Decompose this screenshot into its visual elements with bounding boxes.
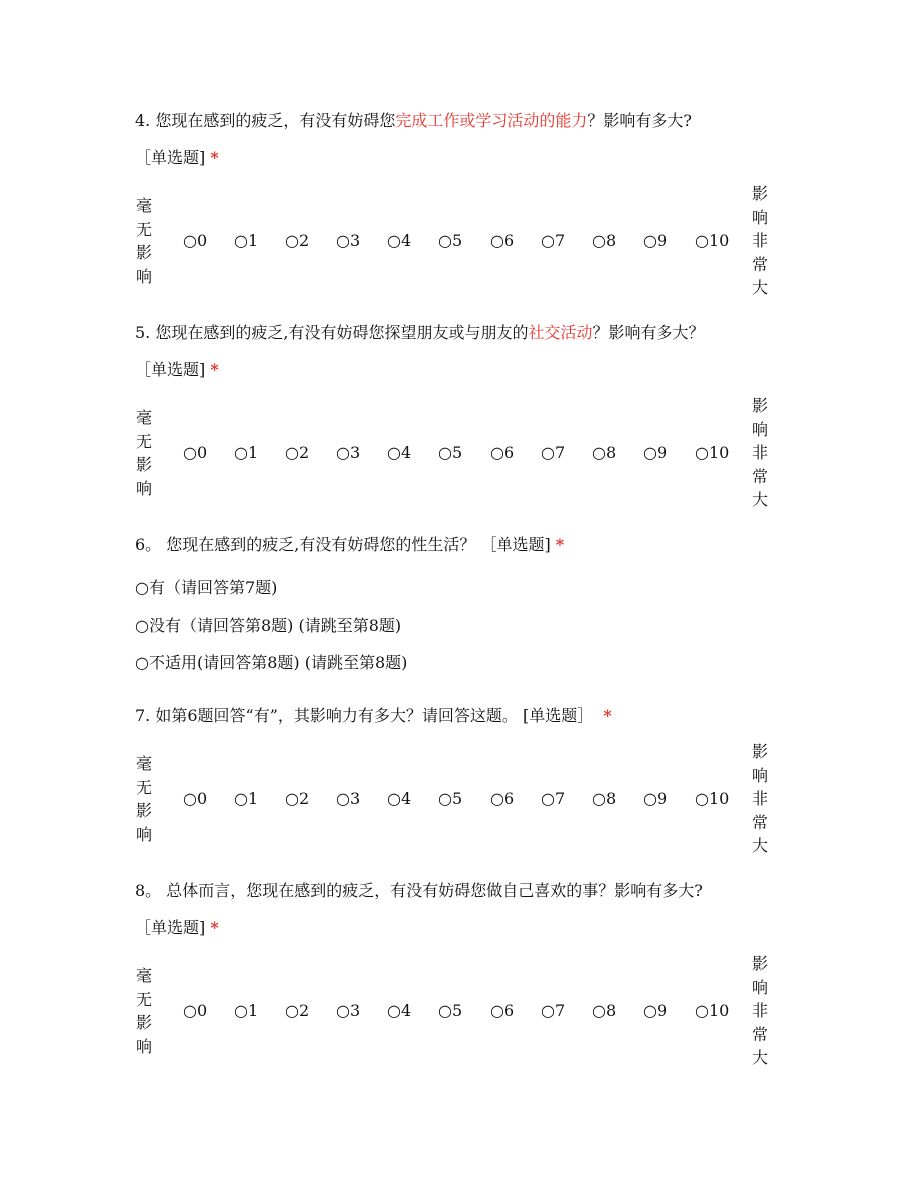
q5-left-char: 无: [135, 431, 152, 451]
q4-type: [135, 146, 219, 170]
q7-option-6[interactable]: ○6: [490, 789, 515, 808]
q4-left-char: 影: [135, 243, 152, 262]
q4-suffix: ？影响有多大?: [587, 111, 692, 130]
q8-title: [135, 879, 703, 903]
q8-text: 8。 总体而言，您现在感到的疲乏，有没有妨碍您做自己喜欢的事？影响有多大?: [135, 881, 703, 900]
q7-right-char: 大: [751, 836, 768, 855]
q7-option-10[interactable]: ○10: [695, 789, 730, 808]
q4-highlight: 完成工作或学习活动的能力: [395, 111, 588, 130]
q8-right-char: 大: [751, 1048, 768, 1067]
q8-left-char: 响: [135, 1036, 152, 1056]
q7-option-8[interactable]: ○8: [592, 789, 617, 808]
q5-type-label: ［单选题]: [135, 360, 206, 379]
q7-text: 7. 如第6题回答“有”，其影响力有多大？请回答这题。 [单选题］: [135, 706, 594, 725]
q5-required-mark: *: [210, 360, 219, 379]
q5-option-4[interactable]: ○4: [387, 443, 412, 462]
q8-option-0[interactable]: ○0: [183, 1001, 208, 1020]
q4-left-char: 毫: [135, 196, 152, 215]
q7-left-char: 毫: [135, 754, 152, 773]
q8-option-10[interactable]: ○10: [695, 1001, 730, 1020]
q5-option-0[interactable]: ○0: [183, 443, 208, 462]
q5-option-3[interactable]: ○3: [336, 443, 361, 462]
q4-title: [135, 109, 692, 133]
q7-left-char: 响: [135, 824, 152, 844]
q7-right-label: [748, 740, 772, 858]
q4-option-8[interactable]: ○8: [592, 231, 617, 250]
q6-title: [135, 533, 564, 557]
q5-option-9[interactable]: ○9: [643, 443, 668, 462]
q8-type-label: ［单选题]: [135, 918, 206, 937]
q6-option-yes[interactable]: ○有（请回答第7题): [135, 578, 278, 597]
q4-option-7[interactable]: ○7: [541, 231, 566, 250]
q4-option-6[interactable]: ○6: [490, 231, 515, 250]
q7-option-9[interactable]: ○9: [643, 789, 668, 808]
q5-option-1[interactable]: ○1: [234, 443, 259, 462]
q6-text: 6。 您现在感到的疲乏,有没有妨碍您的性生活？ ［单选题]: [135, 535, 551, 554]
q5-right-char: 影: [751, 396, 768, 415]
q8-left-char: 无: [135, 989, 152, 1009]
q5-option-6[interactable]: ○6: [490, 443, 515, 462]
q5-right-char: 非: [751, 443, 768, 462]
q7-left-label: [132, 752, 156, 846]
q8-option-5[interactable]: ○5: [438, 1001, 463, 1020]
q8-right-label: [748, 952, 772, 1070]
q7-option-3[interactable]: ○3: [336, 789, 361, 808]
q7-right-char: 响: [751, 765, 768, 785]
q4-option-1[interactable]: ○1: [234, 231, 259, 250]
q5-left-label: [132, 406, 156, 500]
q4-option-5[interactable]: ○5: [438, 231, 463, 250]
q4-left-char: 响: [135, 266, 152, 286]
q4-option-9[interactable]: ○9: [643, 231, 668, 250]
q7-required-mark: *: [603, 706, 612, 725]
q6-option-no[interactable]: ○没有（请回答第8题) (请跳至第8题): [135, 616, 402, 635]
q4-prefix: 4. 您现在感到的疲乏，有没有妨碍您: [135, 111, 396, 130]
q5-type: [135, 358, 219, 382]
q8-option-7[interactable]: ○7: [541, 1001, 566, 1020]
q7-left-char: 影: [135, 801, 152, 820]
q8-type: [135, 916, 219, 940]
q7-option-1[interactable]: ○1: [234, 789, 259, 808]
q8-option-9[interactable]: ○9: [643, 1001, 668, 1020]
q5-option-8[interactable]: ○8: [592, 443, 617, 462]
q7-option-2[interactable]: ○2: [285, 789, 310, 808]
q7-right-char: 常: [751, 812, 768, 832]
q4-right-label: [748, 182, 772, 300]
q5-left-char: 响: [135, 478, 152, 498]
q4-option-4[interactable]: ○4: [387, 231, 412, 250]
q4-option-0[interactable]: ○0: [183, 231, 208, 250]
q5-left-char: 影: [135, 455, 152, 474]
q4-right-char: 大: [751, 278, 768, 297]
q5-right-label: [748, 394, 772, 512]
q5-option-5[interactable]: ○5: [438, 443, 463, 462]
q6-option-not-applicable[interactable]: ○不适用(请回答第8题) (请跳至第8题): [135, 653, 408, 672]
q8-right-char: 非: [751, 1001, 768, 1020]
q5-highlight: 社交活动: [528, 323, 593, 342]
q5-option-2[interactable]: ○2: [285, 443, 310, 462]
q4-required-mark: *: [210, 148, 219, 167]
q8-left-char: 毫: [135, 966, 152, 985]
q5-title: [135, 321, 704, 345]
q5-suffix: ？影响有多大？: [592, 323, 705, 342]
q7-option-4[interactable]: ○4: [387, 789, 412, 808]
q4-type-label: ［单选题]: [135, 148, 206, 167]
q4-option-3[interactable]: ○3: [336, 231, 361, 250]
q4-option-10[interactable]: ○10: [695, 231, 730, 250]
q7-option-7[interactable]: ○7: [541, 789, 566, 808]
q5-right-char: 常: [751, 466, 768, 486]
q4-right-char: 非: [751, 231, 768, 250]
q4-left-label: [132, 194, 156, 288]
q5-prefix: 5. 您现在感到的疲乏,有没有妨碍您探望朋友或与朋友的: [135, 323, 529, 342]
q8-option-3[interactable]: ○3: [336, 1001, 361, 1020]
q5-option-10[interactable]: ○10: [695, 443, 730, 462]
q8-option-6[interactable]: ○6: [490, 1001, 515, 1020]
q8-right-char: 响: [751, 977, 768, 997]
q7-left-char: 无: [135, 777, 152, 797]
q8-right-char: 影: [751, 954, 768, 973]
q7-option-0[interactable]: ○0: [183, 789, 208, 808]
q4-right-char: 常: [751, 254, 768, 274]
q8-option-2[interactable]: ○2: [285, 1001, 310, 1020]
q4-option-2[interactable]: ○2: [285, 231, 310, 250]
q4-right-char: 响: [751, 207, 768, 227]
q5-right-char: 响: [751, 419, 768, 439]
q5-right-char: 大: [751, 490, 768, 509]
q7-right-char: 非: [751, 789, 768, 808]
q8-option-8[interactable]: ○8: [592, 1001, 617, 1020]
q4-right-char: 影: [751, 184, 768, 203]
q8-required-mark: *: [210, 918, 219, 937]
q4-left-char: 无: [135, 219, 152, 239]
q8-left-char: 影: [135, 1013, 152, 1032]
q6-required-mark: *: [555, 535, 565, 554]
q8-right-char: 常: [751, 1024, 768, 1044]
q7-title: [135, 704, 612, 728]
q5-option-7[interactable]: ○7: [541, 443, 566, 462]
q8-left-label: [132, 964, 156, 1058]
q8-option-4[interactable]: ○4: [387, 1001, 412, 1020]
q8-option-1[interactable]: ○1: [234, 1001, 259, 1020]
q7-option-5[interactable]: ○5: [438, 789, 463, 808]
q5-left-char: 毫: [135, 408, 152, 427]
q7-right-char: 影: [751, 742, 768, 761]
